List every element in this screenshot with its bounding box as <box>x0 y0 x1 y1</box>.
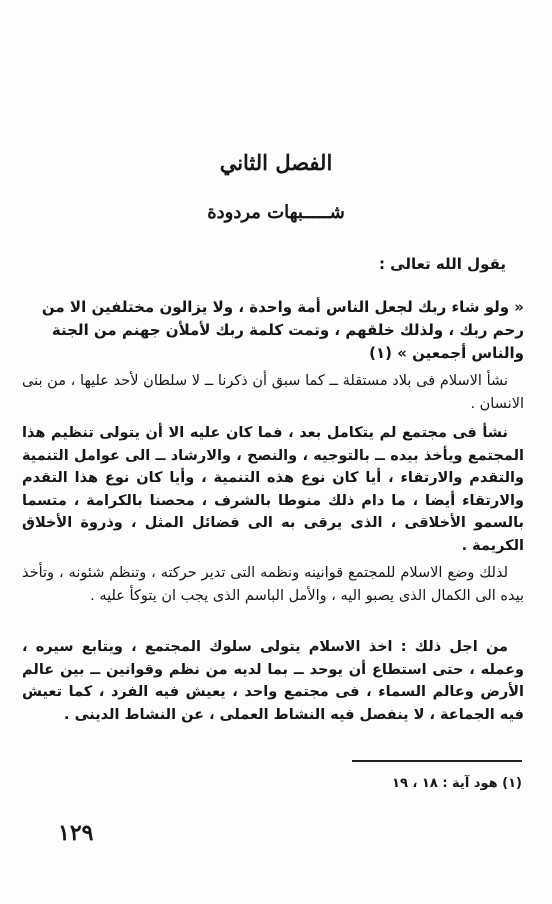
footnote: (١) هود آية : ١٨ ، ١٩ <box>392 776 522 791</box>
paragraph-1 <box>22 370 524 415</box>
paragraph-3 <box>22 562 524 607</box>
footnote-divider <box>352 760 522 762</box>
paragraph-2-text: نشأ فى مجتمع لم يتكامل بعد ، فما كان عليه الا أن يتولى تنظيم هذا المجتمع ويأخذ بيده ــ بالتوجيه ، والنصح ، والارشاد ــ الى عوامل التنمية والتقدم والارتقاء ، أيا كان نوع هذه التنمية ، وأيا كان نوع هذا التقدم والارتقاء أيضا ، ما دام ذلك منوطا بالشرف ، محصنا بالكرامة ، متسما بالسمو الأخلاقى ، الذى يرقى به الى فضائل المثل ، وذروة الأخلاق الكريمة . <box>22 425 524 554</box>
paragraph-4-text: من اجل ذلك : اخذ الاسلام يتولى سلوك المجتمع ، ويتابع سيره ، وعمله ، حتى استطاع أن يوحد ــ بما لديه من نظم وقوانين ــ بين عالم الأرض وعالم السماء ، فى مجتمع واحد ، يعيش فيه الفرد ، كما تعيش فيه الجماعة ، لا ينفصل فيه النشاط العملى ، عن النشاط الدينى . <box>22 639 524 723</box>
chapter-title: الفصل الثاني <box>219 150 333 175</box>
paragraph-4 <box>22 636 524 726</box>
section-title: شـــــبهات مردودة <box>207 202 345 223</box>
page-number: ١٢٩ <box>58 820 94 846</box>
paragraph-2 <box>22 422 524 557</box>
intro-line: يقول الله تعالى : <box>378 255 506 273</box>
quran-quote: « ولو شاء ربك لجعل الناس أمة واحدة ، ولا يزالون مختلفين الا من رحم ربك ، ولذلك خلقهم ، وتمت كلمة ربك لأملأن جهنم من الجنة والناس أجمعين » (١) <box>41 298 524 362</box>
paragraph-1-text: نشأ الاسلام فى بلاد مستقلة ــ كما سبق أن ذكرنا ــ لا سلطان لأحد عليها ، من بنى الانسان . <box>22 373 524 412</box>
paragraph-3-text: لذلك وضع الاسلام للمجتمع قوانينه ونظمه التى تدير حركته ، وتنظم شئونه ، وتأخذ بيده الى الكمال الذى يصبو اليه ، والأمل الباسم الذى يجب ان يتوكأ عليه . <box>22 565 524 604</box>
